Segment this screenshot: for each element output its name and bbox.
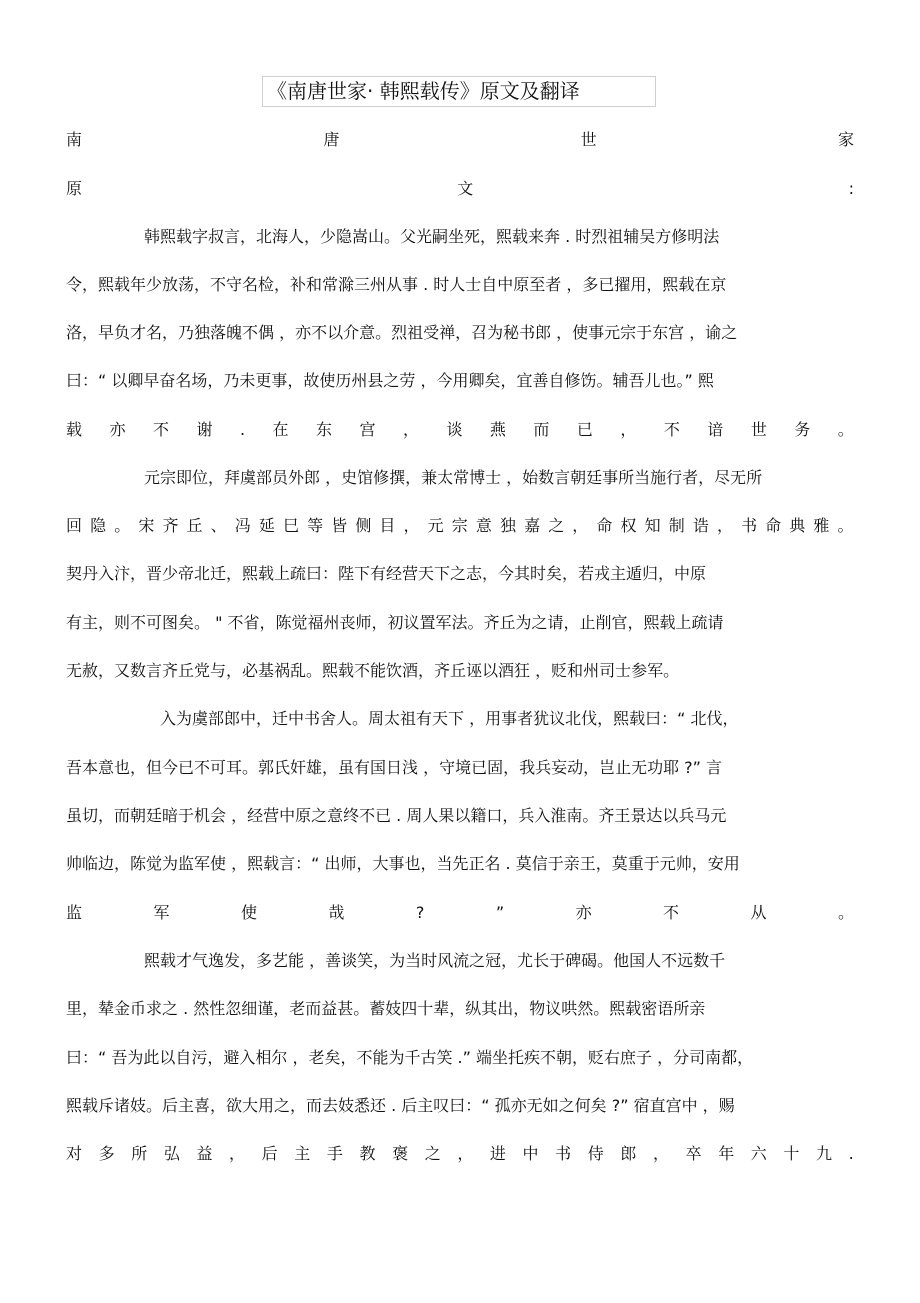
- spread-char: 侍: [587, 1144, 604, 1163]
- spread-char: 郎: [620, 1144, 637, 1163]
- spread-char: 知: [644, 516, 661, 535]
- spread-char: 宫: [359, 420, 376, 439]
- spread-char: 宋: [138, 516, 155, 535]
- spread-char: 齐: [162, 516, 179, 535]
- spread-char: 隐: [90, 516, 107, 535]
- spread-char: 世: [750, 420, 767, 439]
- text-line: 熙载才气逸发，多艺能 ，善谈笑，为当时风流之冠，尤长于碑碣。他国人不远数千: [144, 951, 726, 970]
- spread-char: 哉: [328, 903, 345, 922]
- spread-char: 元: [427, 516, 444, 535]
- spread-char: 雅: [813, 516, 830, 535]
- spread-char: 回: [66, 516, 83, 535]
- spread-char: 益: [196, 1144, 213, 1163]
- spread-char: 诰: [692, 516, 709, 535]
- spread-char: 延: [258, 516, 275, 535]
- spread-char: 不: [152, 420, 169, 439]
- spread-char: 宗: [451, 516, 468, 535]
- spread-char: 之: [424, 1144, 441, 1163]
- spread-char: 谢: [196, 420, 213, 439]
- spread-char: ，: [572, 516, 589, 535]
- spread-char: 后: [261, 1144, 278, 1163]
- text-line: 入为虞部郎中，迁中书舍人。周太祖有天下 ，用事者犹议北伐，熙载曰：“ 北伐，: [160, 709, 739, 728]
- text-line: 吾本意也，但今已不可耳。郭氏奸雄，虽有国日浅 ，守境已固，我兵妄动，岂止无功耶 ?” 言: [66, 758, 723, 777]
- spread-char: 使: [240, 903, 257, 922]
- spread-char: 教: [359, 1144, 376, 1163]
- spread-char: 燕: [489, 420, 506, 439]
- spread-char: 主: [294, 1144, 311, 1163]
- spread-char: ，: [402, 420, 419, 439]
- spread-char: 冯: [234, 516, 251, 535]
- spread-char: 之: [548, 516, 565, 535]
- text-line: 曰：“ 以卿早奋名场，乃未更事，故使历州县之劳 ，今用卿矣，宜善自修饬。辅吾儿也。” 熙: [66, 371, 714, 390]
- spread-char: 务: [794, 420, 811, 439]
- heading-char: 世: [580, 130, 597, 149]
- subheading-char: :: [848, 179, 854, 198]
- heading-char: 家: [837, 130, 854, 149]
- spread-char: 意: [475, 516, 492, 535]
- spread-char: 年: [718, 1144, 735, 1163]
- heading-nan-tang-shi-jia: [66, 128, 854, 152]
- spread-char: 权: [620, 516, 637, 535]
- text-line: 洛，早负才名，乃独落魄不偶 ，亦不以介意。烈祖受禅，召为秘书郎 ，使事元宗于东宫 ，谕之: [66, 323, 738, 342]
- spread-char: 监: [66, 903, 83, 922]
- text-line: 契丹入汴，晋少帝北迁，熙载上疏曰：陛下有经营天下之志，今其时矣，若戎主遁归，中原: [66, 564, 707, 583]
- spread-char: 军: [153, 903, 170, 922]
- spread-char: 命: [765, 516, 782, 535]
- spread-char: 手: [326, 1144, 343, 1163]
- document-title: 《南唐世家· 韩熙载传》原文及翻译: [262, 76, 656, 107]
- text-line: 里，辇金币求之 . 然性忽细谨，老而益甚。蓄妓四十辈，纵其出，物议哄然。熙载密语所亲: [66, 999, 706, 1018]
- subheading-yuan-wen: [66, 177, 854, 201]
- subheading-char: 原: [66, 179, 83, 198]
- spread-line: [66, 1142, 854, 1166]
- spread-char: 不: [663, 903, 680, 922]
- text-line: 有主，则不可图矣。 " 不省，陈觉福州丧师，初议置军法。齐丘为之请，止削官，熙载上疏请: [66, 613, 724, 632]
- spread-char: 褒: [392, 1144, 409, 1163]
- text-line: 元宗即位，拜虞部员外郎 ，史馆修撰，兼太常博士 ，始数言朝廷事所当施行者，尽无所: [144, 468, 763, 487]
- spread-char: 等: [307, 516, 324, 535]
- spread-char: 从: [750, 903, 767, 922]
- spread-char: 卒: [685, 1144, 702, 1163]
- spread-char: ?: [415, 903, 425, 922]
- spread-char: 丘: [186, 516, 203, 535]
- heading-char: 唐: [323, 130, 340, 149]
- spread-char: 、: [210, 516, 227, 535]
- spread-char: 亦: [109, 420, 126, 439]
- spread-char: 中: [522, 1144, 539, 1163]
- spread-line: [66, 514, 854, 538]
- spread-char: ，: [403, 516, 420, 535]
- text-line: 虽切，而朝廷暗于机会 ，经营中原之意终不已 . 周人果以籍口，兵入淮南。齐王景达以兵马元: [66, 806, 727, 825]
- spread-char: 亦: [575, 903, 592, 922]
- spread-line: [66, 901, 854, 925]
- text-line: 曰：“ 吾为此以自污，避入相尔 ，老矣，不能为千古笑 .” 端坐托疾不朝，贬右庶子 ，分司南都，: [66, 1048, 754, 1067]
- spread-char: 在: [272, 420, 289, 439]
- spread-char: 弘: [163, 1144, 180, 1163]
- spread-char: 多: [98, 1144, 115, 1163]
- text-line: 帅临边，陈觉为监军使 ，熙载言：“ 出师，大事也，当先正名 . 莫信于亲王，莫重于元帅，安用: [66, 854, 740, 873]
- spread-char: 独: [499, 516, 516, 535]
- spread-char: 所: [131, 1144, 148, 1163]
- spread-char: 目: [379, 516, 396, 535]
- spread-char: 对: [66, 1144, 83, 1163]
- spread-line: [66, 418, 854, 442]
- text-line: 无赦，又数言齐丘党与，必基祸乱。熙载不能饮酒，齐丘诬以酒狂 ，贬和州司士参军。: [66, 661, 680, 680]
- spread-char: 东: [315, 420, 332, 439]
- spread-char: 已: [576, 420, 593, 439]
- spread-char: 嘉: [524, 516, 541, 535]
- spread-char: ”: [495, 903, 505, 922]
- text-line: 熙载斥诸妓。后主喜，欲大用之，而去妓悉还 . 后主叹曰：“ 孤亦无如之何矣 ?” 宿直宫中 ，赐: [66, 1096, 735, 1115]
- spread-char: ，: [652, 1144, 669, 1163]
- spread-char: 。: [837, 420, 854, 439]
- spread-char: 。: [837, 516, 854, 535]
- spread-char: 。: [837, 903, 854, 922]
- spread-char: 进: [489, 1144, 506, 1163]
- spread-char: 谈: [446, 420, 463, 439]
- text-line: 韩熙载字叔言，北海人，少隐嵩山。父光嗣坐死，熙载来奔 . 时烈祖辅吴方修明法: [144, 227, 720, 246]
- spread-char: .: [239, 420, 246, 439]
- spread-char: ，: [229, 1144, 246, 1163]
- spread-char: 。: [114, 516, 131, 535]
- spread-char: 而: [533, 420, 550, 439]
- spread-char: 谙: [707, 420, 724, 439]
- spread-char: .: [848, 1144, 854, 1163]
- spread-char: ，: [716, 516, 733, 535]
- subheading-char: 文: [457, 179, 474, 198]
- spread-char: 不: [663, 420, 680, 439]
- spread-char: 典: [789, 516, 806, 535]
- spread-char: 书: [741, 516, 758, 535]
- spread-char: 制: [668, 516, 685, 535]
- spread-char: 十: [783, 1144, 800, 1163]
- spread-char: 侧: [355, 516, 372, 535]
- spread-char: 九: [816, 1144, 833, 1163]
- spread-char: 皆: [331, 516, 348, 535]
- spread-char: ，: [620, 420, 637, 439]
- heading-char: 南: [66, 130, 83, 149]
- spread-char: ，: [457, 1144, 474, 1163]
- spread-char: 命: [596, 516, 613, 535]
- text-line: 令，熙载年少放荡，不守名检，补和常滁三州从事 . 时人士自中原至者 ，多已擢用，熙载在京: [66, 275, 727, 294]
- spread-char: 巳: [282, 516, 299, 535]
- spread-char: 载: [66, 420, 83, 439]
- spread-char: 书: [555, 1144, 572, 1163]
- spread-char: 六: [750, 1144, 767, 1163]
